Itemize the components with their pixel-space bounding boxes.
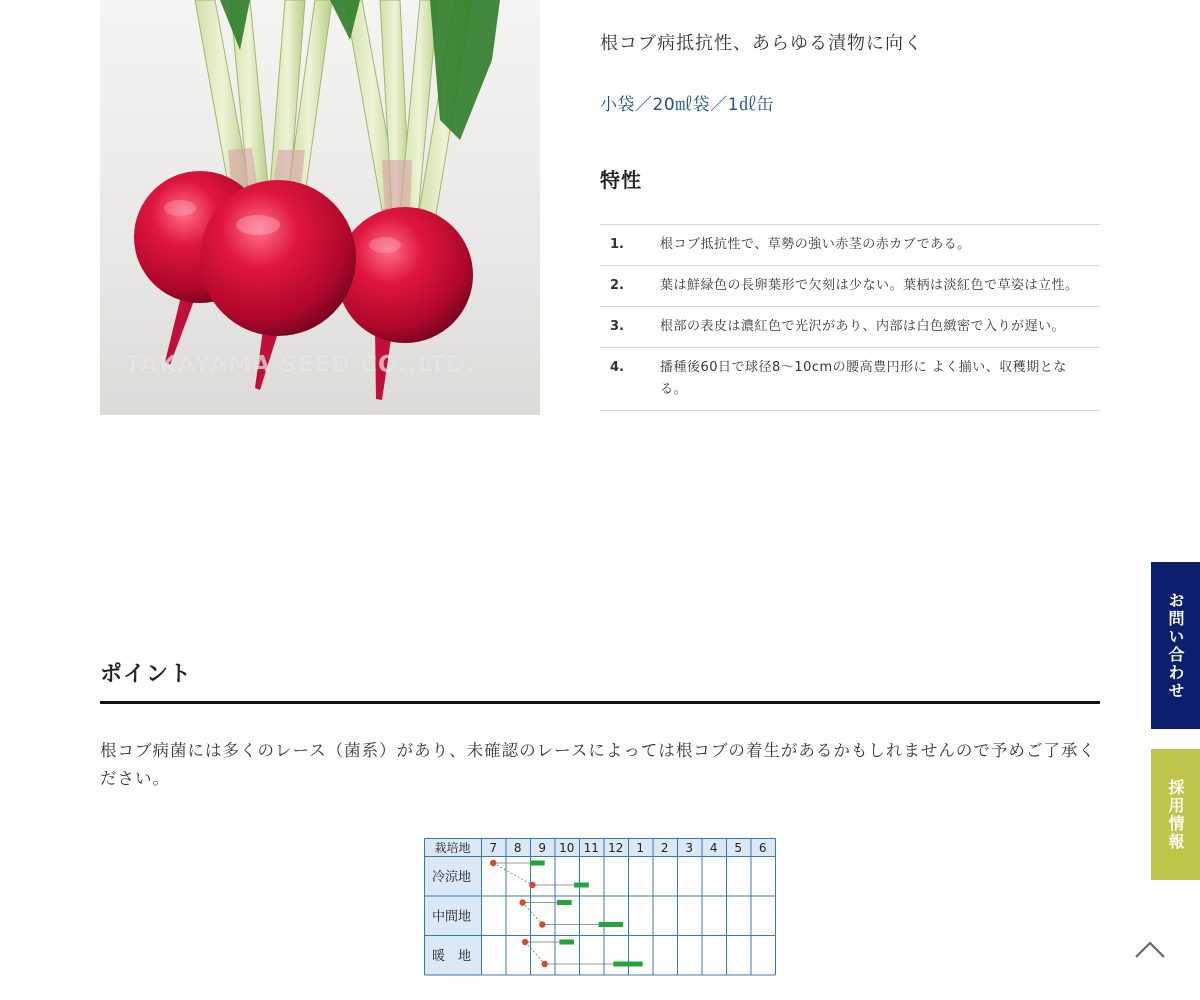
schedule-header-bg <box>425 839 776 857</box>
list-item <box>600 266 1100 307</box>
schedule-month-label: 6 <box>758 841 767 855</box>
point-heading: ポイント <box>100 662 193 687</box>
trait-text: 葉は鮮緑色の長卵葉形で欠刻は少ない。葉柄は淡紅色で草姿は立性。 <box>660 278 1079 293</box>
schedule-region-label: 冷涼地 <box>432 869 472 885</box>
cultivation-schedule <box>424 838 776 976</box>
trait-number: 1. <box>610 237 624 252</box>
schedule-month-label: 12 <box>608 841 624 855</box>
schedule-harvest-bar <box>559 940 574 945</box>
schedule-region-label: 中間地 <box>432 909 472 925</box>
schedule-month-label: 2 <box>660 841 669 855</box>
schedule-month-label: 8 <box>513 841 522 855</box>
schedule-connector <box>525 942 545 964</box>
schedule-harvest-bar <box>557 900 572 905</box>
schedule-harvest-bar <box>530 861 545 866</box>
schedule-month-label: 9 <box>538 841 547 855</box>
schedule-month-label: 3 <box>685 841 694 855</box>
packaging-sizes: 小袋／20㎖袋／1㎗缶 <box>600 95 774 115</box>
schedule-connector <box>493 863 532 885</box>
schedule-month-label: 1 <box>636 841 645 855</box>
schedule-month-label: 5 <box>734 841 743 855</box>
schedule-month-label: 4 <box>709 841 718 855</box>
traits-list <box>600 224 1100 411</box>
section-divider <box>100 701 1100 704</box>
point-text: 根コブ病菌には多くのレース（菌系）があり、未確認のレースによっては根コブの着生があるかもしれませんので予めご了承ください。 <box>100 741 1096 788</box>
trait-text: 播種後60日で球径8〜10cmの腰高豊円形に よく揃い、収穫期となる。 <box>660 360 1067 397</box>
schedule-connector <box>523 903 543 925</box>
list-item <box>600 307 1100 348</box>
trait-number: 4. <box>610 360 624 375</box>
chevron-up-icon[interactable] <box>1132 933 1168 963</box>
schedule-month-label: 10 <box>559 841 575 855</box>
schedule-harvest-bar <box>613 962 642 967</box>
recruit-tab[interactable]: 採用情報 <box>1151 749 1200 880</box>
schedule-harvest-bar <box>599 922 624 927</box>
schedule-header-label: 栽培地 <box>434 841 471 855</box>
trait-text: 根部の表皮は濃紅色で光沢があり、内部は白色緻密で入りが遅い。 <box>660 319 1066 334</box>
schedule-sow-dot <box>522 939 528 945</box>
contact-tab[interactable]: お問い合わせ <box>1151 562 1200 729</box>
trait-number: 3. <box>610 319 624 334</box>
schedule-sow-dot <box>542 961 548 967</box>
list-item <box>600 225 1100 266</box>
list-item <box>600 348 1100 411</box>
traits-heading: 特性 <box>600 168 642 192</box>
watermark: TAKAYAMA SEED CO.,LTD. <box>125 352 476 378</box>
schedule-harvest-bar <box>574 883 589 888</box>
schedule-month-label: 7 <box>489 841 498 855</box>
product-tagline: 根コブ病抵抗性、あらゆる漬物に向く <box>600 33 923 54</box>
schedule-region-label: 暖 地 <box>432 948 472 964</box>
trait-text: 根コブ抵抗性で、草勢の強い赤茎の赤カブである。 <box>660 237 971 252</box>
trait-number: 2. <box>610 278 624 293</box>
product-photo <box>100 0 540 415</box>
schedule-month-label: 11 <box>583 841 599 855</box>
schedule-sow-dot <box>529 882 535 888</box>
